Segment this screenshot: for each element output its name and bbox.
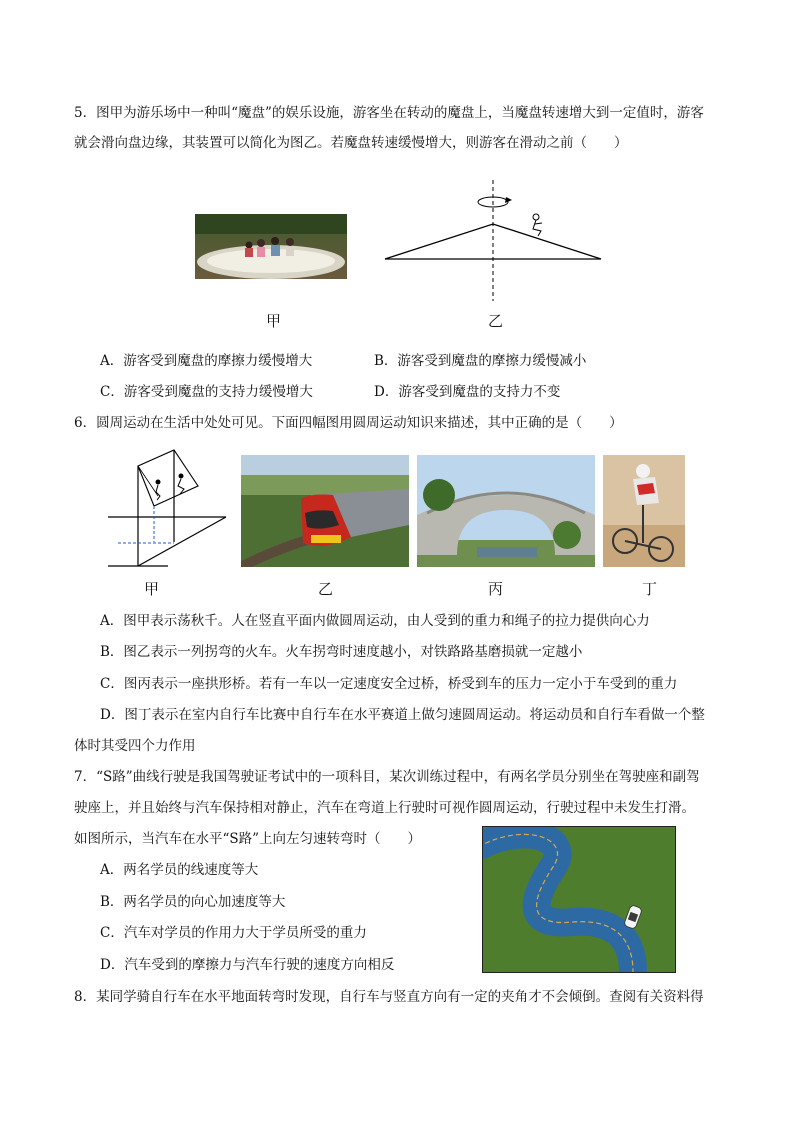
- q6-caption-ding: 丁: [642, 580, 658, 598]
- arch-bridge-photo: [417, 455, 595, 567]
- q7-option-d: D．汽车受到的摩擦力与汽车行驶的速度方向相反: [100, 957, 395, 973]
- q6-caption-bing: 丙: [488, 580, 504, 598]
- s-road-figure: [482, 826, 676, 973]
- q7-stem-line2: 驶座上，并且始终与汽车保持相对静止，汽车在弯道上行驶时可视作圆周运动，行驶过程中未发生打滑。: [74, 800, 695, 816]
- q6-stem: 6．圆周运动在生活中处处可见。下面四幅图用圆周运动知识来描述，其中正确的是（ ）: [74, 415, 623, 431]
- swing-diagram: [108, 446, 230, 572]
- q5-stem-line1: 5．图甲为游乐场中一种叫“魔盘”的娱乐设施，游客坐在转动的魔盘上，当魔盘转速增大到一定值时，游客: [74, 105, 704, 121]
- q7-stem-line1: 7．“S路”曲线行驶是我国驾驶证考试中的一项科目，某次训练过程中，有两名学员分别坐在驾驶座和副驾: [74, 769, 700, 785]
- q5-stem-line2: 就会滑向盘边缘，其装置可以简化为图乙。若魔盘转速缓慢增大，则游客在滑动之前（ ）: [74, 135, 628, 151]
- q5-option-b: B．游客受到魔盘的摩擦力缓慢减小: [374, 353, 587, 369]
- q7-stem-line3: 如图所示，当汽车在水平“S路”上向左匀速转弯时（ ）: [74, 831, 422, 847]
- q5-option-c: C．游客受到魔盘的支持力缓慢增大: [100, 384, 313, 400]
- q5-caption-yi: 乙: [488, 312, 504, 330]
- cyclist-photo: [603, 455, 685, 567]
- q6-caption-yi: 乙: [318, 580, 334, 598]
- q5-option-d: D．游客受到魔盘的支持力不变: [374, 384, 561, 400]
- q5-caption-jia: 甲: [266, 312, 282, 330]
- q8-stem-line1: 8．某同学骑自行车在水平地面转弯时发现，自行车与竖直方向有一定的夹角才不会倾倒。查阅有关资料得: [74, 989, 704, 1005]
- q6-option-d-line2: 体时其受四个力作用: [74, 738, 196, 754]
- q5-option-a: A．游客受到魔盘的摩擦力缓慢增大: [100, 353, 313, 369]
- magic-disc-diagram: [380, 176, 606, 326]
- q6-option-b: B．图乙表示一列拐弯的火车。火车拐弯时速度越小，对铁路路基磨损就一定越小: [100, 644, 583, 660]
- q6-option-c: C．图丙表示一座拱形桥。若有一车以一定速度安全过桥，桥受到车的压力一定小于车受到的重力: [100, 676, 678, 692]
- train-photo: [241, 455, 409, 567]
- q6-option-a: A．图甲表示荡秋千。人在竖直平面内做圆周运动，由人受到的重力和绳子的拉力提供向心力: [100, 613, 650, 629]
- q6-caption-jia: 甲: [144, 580, 160, 598]
- q7-option-c: C．汽车对学员的作用力大于学员所受的重力: [100, 925, 367, 941]
- q7-option-b: B．两名学员的向心加速度等大: [100, 894, 286, 910]
- magic-disc-photo: [195, 214, 347, 279]
- q6-option-d-line1: D．图丁表示在室内自行车比赛中自行车在水平赛道上做匀速圆周运动。将运动员和自行车看做一个整: [100, 707, 705, 723]
- q7-option-a: A．两名学员的线速度等大: [100, 862, 259, 878]
